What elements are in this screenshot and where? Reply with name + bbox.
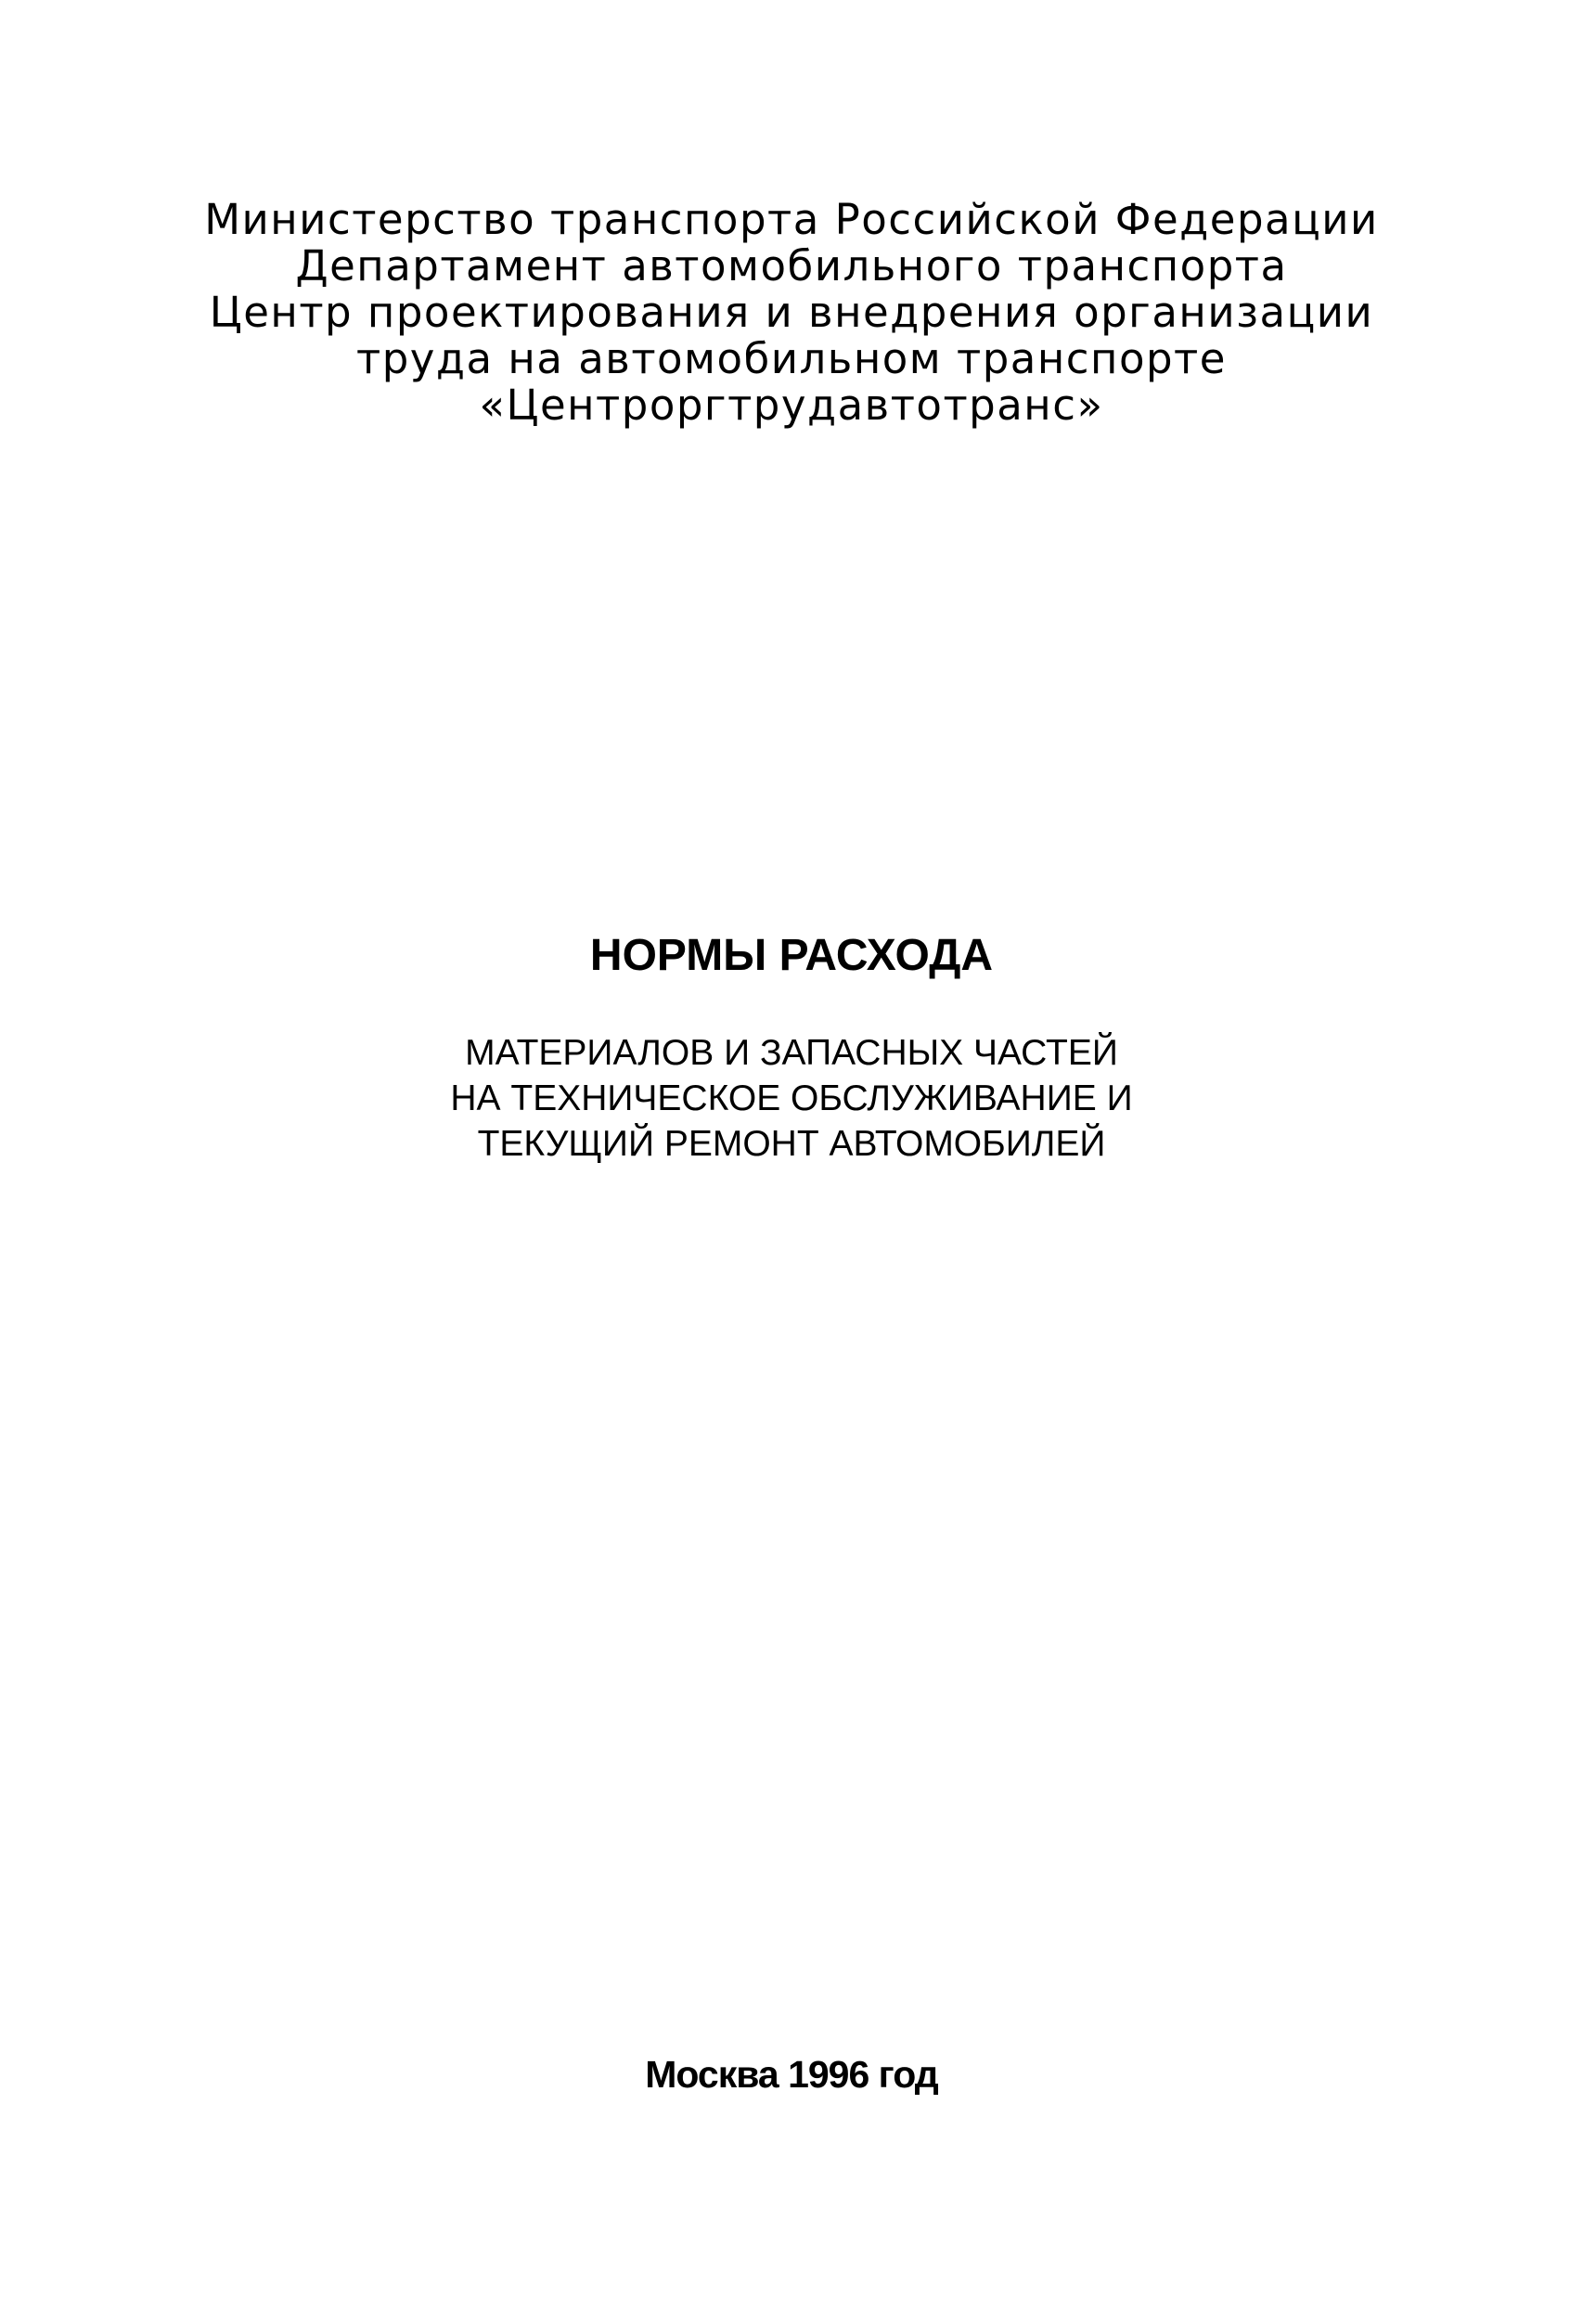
ministry-line: Министерство транспорта Российской Федерации (204, 195, 1379, 244)
document-title: НОРМЫ РАСХОДА (589, 931, 994, 980)
organization-name: «Центроргтрудавтотранс» (479, 381, 1104, 430)
center-line: Центр проектирования и внедрения организации (209, 288, 1374, 337)
document-subtitle (0, 1030, 1583, 1167)
department-line: Департамент автомобильного транспорта (295, 241, 1288, 290)
center-line-continued: труда на автомобильном транспорте (356, 334, 1227, 383)
subtitle-line: МАТЕРИАЛОВ И ЗАПАСНЫХ ЧАСТЕЙ (465, 1033, 1118, 1073)
subtitle-line: ТЕКУЩИЙ РЕМОНТ АВТОМОБИЛЕЙ (477, 1124, 1106, 1164)
place-and-year: Москва 1996 год (645, 2053, 938, 2096)
organization-header (0, 197, 1583, 429)
subtitle-line: НА ТЕХНИЧЕСКОЕ ОБСЛУЖИВАНИЕ И (450, 1078, 1133, 1118)
